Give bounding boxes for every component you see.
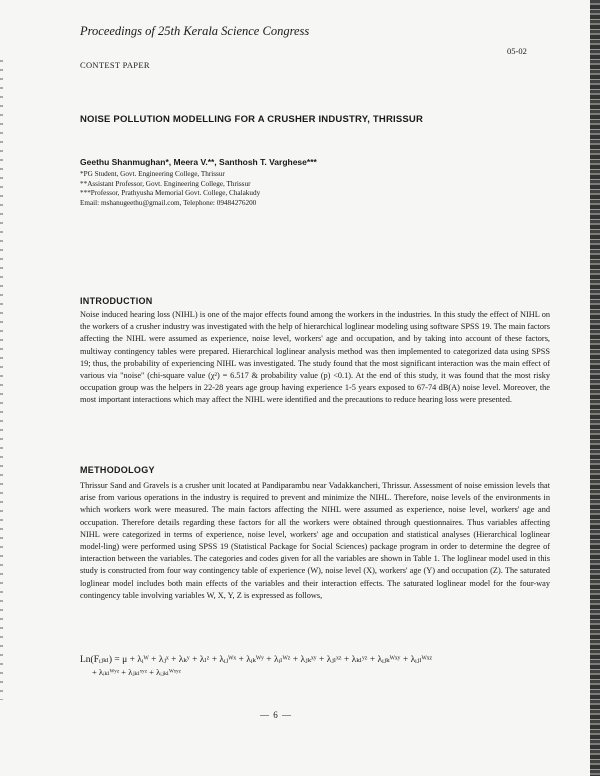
equation-line-1: Ln(Fᵢⱼₖₗ) = μ + λᵢᵂ + λⱼˣ + λₖʸ + λₗᶻ + λᵢⱼᵂˣ + λᵢₖᵂʸ + λᵢₗᵂᶻ + λⱼₖˣʸ + λⱼₗˣᶻ + λₖₗʸᶻ + λᵢⱼₖᵂˣʸ + λᵢⱼₗᵂˣᶻ (80, 655, 433, 665)
authors: Geethu Shanmughan*, Meera V.**, Santhosh T. Varghese*** (80, 157, 317, 167)
methodology-heading: METHODOLOGY (80, 465, 155, 475)
equation-line-2: + λᵢₖₗᵂʸᶻ + λⱼₖₗˣʸᶻ + λᵢⱼₖₗᵂˣʸᶻ (92, 667, 182, 677)
paper-type: CONTEST PAPER (80, 60, 150, 70)
paper-id: 05-02 (507, 46, 527, 56)
affiliation-line: ***Professor, Prathyusha Memorial Govt. College, Chalakudy (80, 189, 261, 198)
scan-edge-left (0, 60, 3, 700)
page-number: — 6 — (260, 710, 292, 720)
methodology-text: Thrissur Sand and Gravels is a crusher unit located at Pandiparambu near Vadakkancheri, Thrissur. Assessment of noise emission levels that arise from various operations in the industry is required to prevent and minimize the NIHL. Therefore, noise levels of the environments in which workers work were measured. The main factors affecting the NIHL were assumed as experience, noise level, workers' age and occupation. Therefore details regarding these factors for all the workers were obtained through questionnaires. Thus variables affecting NIHL were categorized in terms of experience, noise level, workers' age and occupation and statistical analyses (Hierarchical loglinear model-ling) were performed using SPSS 19 (Statistical Package for Social Sciences) package program in order to determine the degree of interaction between the variables. The categories and codes given for all the variables are shown in Table 1. The loglinear model used in this study is constructed from four way contingency table of experience (W), noise level (X), workers' age (Y) and occupation (Z). The saturated loglinear model includes both main effects of the variables and their interaction effects. The saturated loglinear model for the four-way contingency table involving variables W, X, Y, Z is expressed as follows, (80, 481, 550, 600)
scan-edge-right (590, 0, 600, 776)
affiliations (80, 170, 260, 208)
affiliation-line: **Assistant Professor, Govt. Engineering College, Thrissur (80, 179, 251, 188)
proceedings-header: Proceedings of 25th Kerala Science Congress (80, 24, 310, 38)
affiliation-line: *PG Student, Govt. Engineering College, Thrissur (80, 170, 225, 178)
loglinear-equation (80, 654, 560, 678)
paper-title: NOISE POLLUTION MODELLING FOR A CRUSHER INDUSTRY, THRISSUR (80, 114, 424, 125)
affiliation-line: Email: mshanugeethu@gmail.com, Telephone: 09484276200 (80, 198, 257, 207)
introduction-text: Noise induced hearing loss (NIHL) is one of the major effects found among the workers in the industries. In this study the effect of NIHL on the workers of a crusher industry was investigated with the help of hierarchical loglinear modeling using software SPSS 19. The main factors affecting the NIHL were assumed as experience, noise level, workers' age and occupation, and by taking into account of these factors, multiway contingency tables were prepared. Hierarchical loglinear analysis method was then implemented to categorized data using SPSS 19; thus, the probability of experiencing NIHL was investigated. The study found that the most significant interaction was the main effect of various via "noise" (chi-square value (χ²) = 6.517 & probability value (p) <0.1). At the end of this study, it was found that the most risky occupation group was the helpers in 22-28 years age group having experience 1-5 years exposed to 67-74 dB(A) noise level. Moreover, the most important interactions which may affect the NIHL were identified and the precautions to reduce hearing loss were presented. (80, 310, 550, 405)
introduction-heading: INTRODUCTION (80, 296, 153, 306)
